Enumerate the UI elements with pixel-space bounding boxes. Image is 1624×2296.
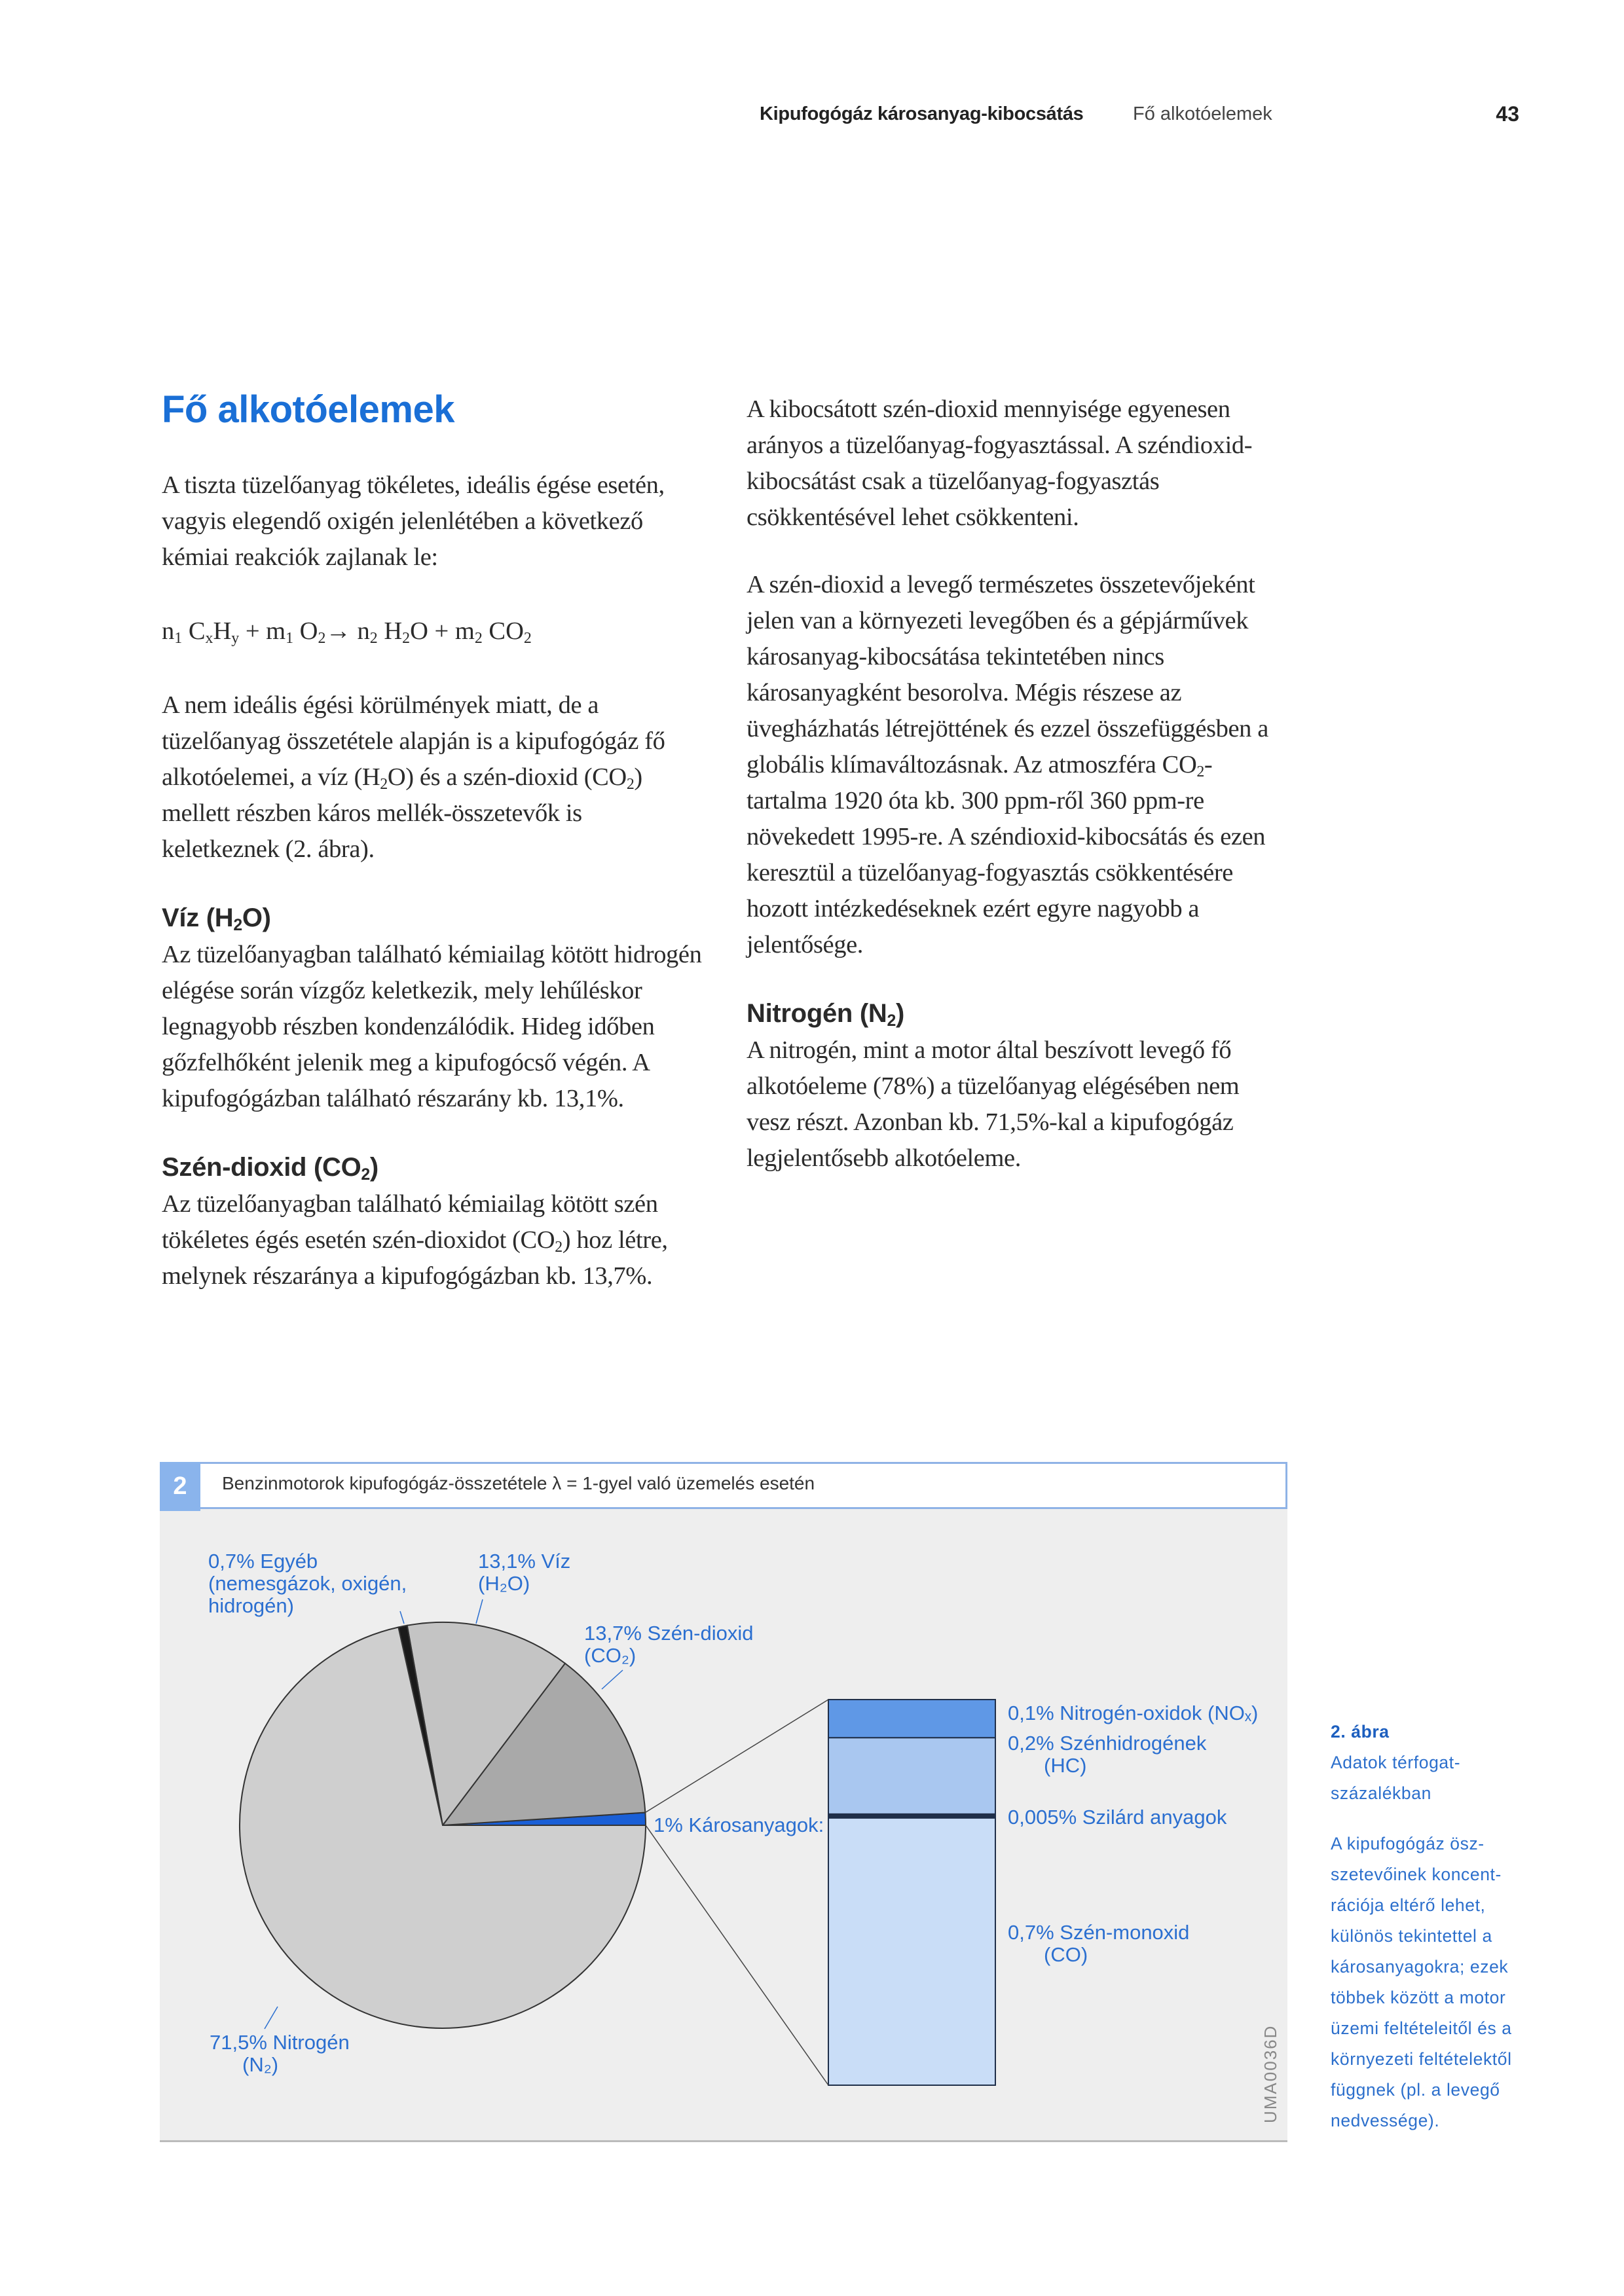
co2-heading: Szén-dioxid $(CO_2)$ — [162, 1153, 378, 1184]
chapter-title: Kipufogógáz károsanyag-kibocsátás — [760, 103, 1084, 124]
pie-chart — [240, 1622, 646, 2028]
bar-segment-szenhidrogenek-hc — [828, 1738, 995, 1814]
page-number: 43 — [1496, 102, 1519, 126]
figure-code: UMA0036D — [1261, 2024, 1280, 2123]
leader-szen-dioxid — [602, 1670, 623, 1689]
caption-text-line: különös tekintettel a — [1331, 1926, 1492, 1946]
label-co: 0,7% Szén-monoxid (CO) — [1008, 1921, 1190, 1966]
combustion-formula: $n_1$ $C_xH_y + m_1$ $O_2\to n_2$ $H_2O + m_2$ $CO_2$ — [162, 617, 532, 647]
section-title: Fő alkotóelemek — [1133, 103, 1272, 124]
caption-text-line: A kipufogógáz ösz- — [1331, 1834, 1485, 1853]
figure-title: Benzinmotorok kipufogógáz-összetétele λ = 1-gyel való üzemelés esetén — [222, 1473, 815, 1493]
label-nox: 0,1% Nitrogén-oxidok (NOₓ) — [1008, 1702, 1259, 1724]
leader-viz — [476, 1599, 483, 1624]
co2-emission-paragraph: A kibocsátott szén-dioxid mennyisége egyenesen arányos a tüzelőanyag-fogyasztással. A széndioxid-kibocsátást csak a tüzelőanyag-fogyasztás csökkentésével lehet csökkenteni. — [747, 395, 1253, 531]
label-hc: 0,2% Szénhidrogének (HC) — [1008, 1732, 1207, 1777]
figure-2 — [160, 1462, 1287, 2142]
label-szilard-anyagok: 0,005% Szilárd anyagok — [1008, 1806, 1227, 1829]
co2-paragraph: Az tüzelőanyagban található kémiailag kötött szén tökéletes égés esetén szén-dioxidot $(CO_2)$ hoz létre, melynek részaránya a kipufogógázban kb. 13,7%. — [162, 1190, 668, 1290]
bar-segment-nitrogen-oxidok-nox — [828, 1700, 995, 1738]
byproducts-paragraph: A nem ideális égési körülmények miatt, de a tüzelőanyag összetétele alapján is a kipufogógáz fő alkotóelemei, a víz $(H_2O)$ és a szén-dioxid $(CO_2)$ mellett részben káros mellék-összetevők is keletkeznek (2. ábra). — [162, 691, 665, 863]
left-column — [162, 386, 718, 1294]
label-nitrogen: 71,5% Nitrogén (N₂) — [210, 2031, 350, 2076]
caption-text-line: nedvessége). — [1331, 2111, 1440, 2130]
caption-text-line: rációja eltérő lehet, — [1331, 1895, 1486, 1915]
nitrogen-heading: Nitrogén $(N_2)$ — [747, 999, 904, 1030]
label-karosanyagok: 1% Károsanyagok: — [654, 1813, 824, 1836]
exhaust-composition-chart — [160, 1462, 1287, 2140]
bar-segment-szen-monoxid-co — [828, 1818, 995, 2085]
zoom-line-bottom — [646, 1825, 828, 2085]
label-viz: 13,1% Víz (H₂O) — [478, 1550, 571, 1595]
caption-title: 2. ábra — [1331, 1722, 1390, 1741]
page-title: Fő alkotóelemek — [162, 388, 454, 431]
label-egyeb: 0,7% Egyéb (nemesgázok, oxigén, hidrogén) — [208, 1550, 407, 1617]
caption-text-line: szetevőinek koncent- — [1331, 1865, 1502, 1884]
running-header — [760, 98, 1519, 131]
caption-subtitle-line: Adatok térfogat- — [1331, 1753, 1461, 1772]
nitrogen-paragraph: A nitrogén, mint a motor által beszívott levegő fő alkotóeleme (78%) a tüzelőanyag elégésében nem vesz részt. Azonban kb. 71,5%-kal a kipufogógáz legjelentősebb alkotóeleme. — [747, 1036, 1240, 1172]
label-szen-dioxid: 13,7% Szén-dioxid (CO₂) — [584, 1622, 754, 1667]
right-column — [747, 392, 1303, 1176]
water-heading: Víz $(H_2O)$ — [162, 903, 271, 935]
intro-paragraph: A tiszta tüzelőanyag tökéletes, ideális égése esetén, vagyis elegendő oxigén jelenlétében a következő kémiai reakciók zajlanak le: — [162, 471, 665, 571]
caption-text-line: függnek (pl. a levegő — [1331, 2080, 1500, 2100]
figure-number-badge: 2 — [160, 1462, 200, 1511]
figure-caption — [1331, 1717, 1547, 2136]
water-paragraph: Az tüzelőanyagban található kémiailag kötött hidrogén elégése során vízgőz keletkezik, mely lehűléskor legnagyobb részben kondenzálódik. Hideg időben gőzfelhőként jelenik meg a kipufogócső végén. A kipufogógázban található részarány kb. 13,1%. — [162, 941, 702, 1112]
caption-text-line: üzemi feltételeitől és a — [1331, 2018, 1512, 2038]
caption-subtitle-line: százalékban — [1331, 1783, 1431, 1803]
leader-nitrogen — [265, 2007, 278, 2029]
breakdown-bar — [645, 1700, 995, 2085]
caption-text-line: károsanyagokra; ezek — [1331, 1957, 1509, 1977]
zoom-line-top — [645, 1700, 828, 1813]
caption-text-line: többek között a motor — [1331, 1988, 1506, 2007]
leader-egyeb — [400, 1611, 404, 1624]
caption-text-line: környezeti feltételektől — [1331, 2049, 1512, 2069]
greenhouse-paragraph: A szén-dioxid a levegő természetes összetevőjeként jelen van a környezeti levegőben és a gépjárművek károsanyag-kibocsátása tekintetében nincs károsanyagként besorolva. Mégis részese az üvegházhatás létrejöttének és ezzel összefüggésben a globális klímaváltozásnak. Az atmoszféra $CO_2$-tartalma 1920 óta kb. 300 ppm-ről 360 ppm-re növekedett 1995-re. A széndioxid-kibocsátás és ezen keresztül a tüzelőanyag-fogyasztás csökkentésére hozott intézkedéseknek ezért egyre nagyobb a jelentősége. — [747, 571, 1268, 958]
